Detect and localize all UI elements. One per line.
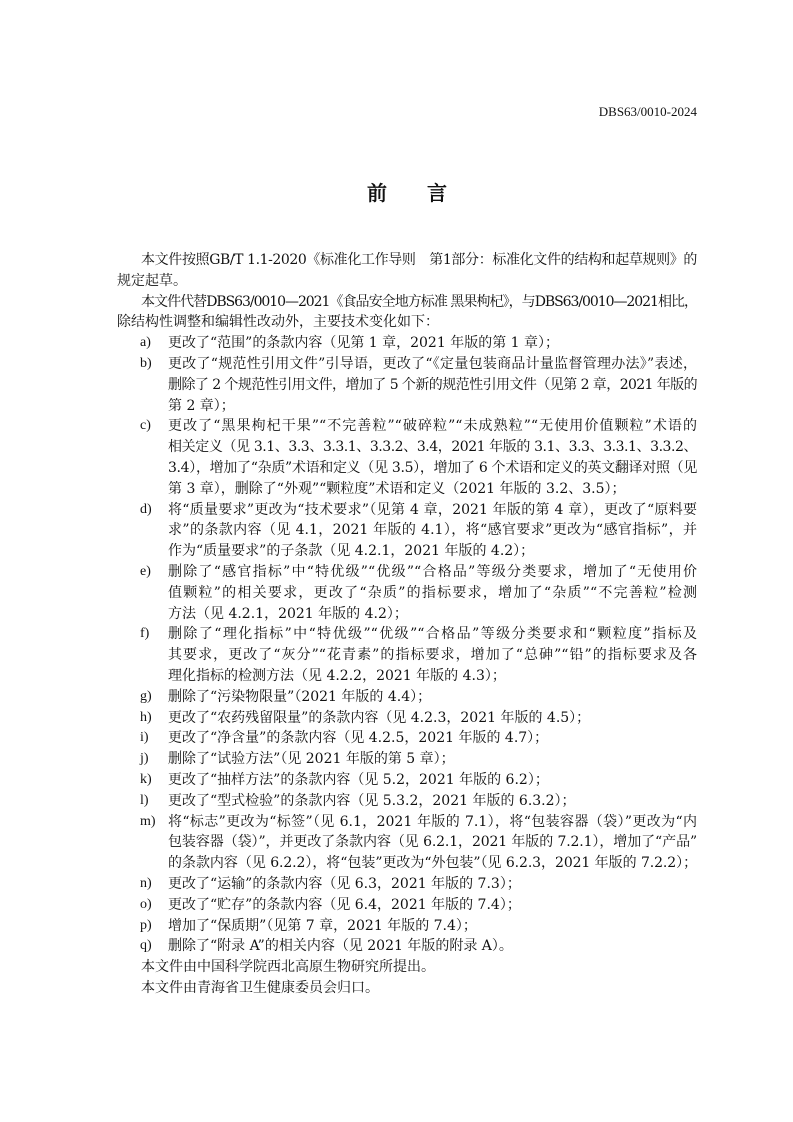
item-line: 将“质量要求”更改为“技术要求”（见第 4 章，2021 年版的第 4 章），更改了“原料要 [168,501,697,518]
change-item-d [117,500,697,562]
item-line: 更改了“净含量”的条款内容（见 4.2.5，2021 年版的 4.7）； [168,730,549,747]
item-line: 理化指标的检测方法（见 4.2.2，2021 年版的 4.3）； [168,667,506,684]
change-item-p [117,916,697,937]
item-label: p) [140,917,152,933]
intro-line: 本文件代替DBS63/0010—2021《食品安全地方标准 黑果枸杞》，与DBS63/0010—2021相比， [141,293,697,310]
item-label: d) [140,501,152,517]
item-line: 删除了“附录 A”的相关内容（见 2021 年版的附录 A）。 [168,938,513,955]
item-label: a) [140,335,151,351]
preface-body [117,250,697,999]
item-line: 相关定义（见 3.1、3.3、3.3.1、3.3.2、3.4，2021 年版的 3.1、3.3、3.3.1、3.3.2、 [168,439,697,456]
change-item-q [117,936,697,957]
item-line: 更改了“型式检验”的条款内容（见 5.3.2，2021 年版的 6.3.2）； [168,792,576,809]
item-line: 更改了“抽样方法”的条款内容（见 5.2，2021 年版的 6.2）； [168,771,549,788]
item-label: f) [140,626,150,642]
item-line: 第 2 章）； [168,397,235,414]
item-line: 更改了“运输”的条款内容（见 6.3，2021 年版的 7.3）； [168,875,521,892]
intro-line: 除结构性调整和编辑性改动外，主要技术变化如下： [117,314,439,331]
item-label: h) [140,709,152,725]
change-item-i [117,728,697,749]
change-item-g [117,687,697,708]
change-item-n [117,874,697,895]
item-line: 求”的条款内容（见 4.1，2021 年版的 4.1），将“感官要求”更改为“感官指标”，并 [168,522,697,539]
item-line: 增加了“保质期”（见第 7 章，2021 年版的 7.4）； [168,917,477,934]
item-line: 删除了“感官指标”中“特优级”“优级”“合格品”等级分类要求，增加了“无使用价 [168,563,697,580]
item-line: 更改了“贮存”的条款内容（见 6.4，2021 年版的 7.4）； [168,896,521,913]
item-line: 的条款内容（见 6.2.2），将“包装”更改为“外包装”（见 6.2.3，2021 年版的 7.2.2）； [168,855,697,872]
proposer-statement: 本文件由中国科学院西北高原生物研究所提出。 [141,959,435,976]
item-line: 删除了“理化指标”中“特优级”“优级”“合格品”等级分类要求和“颗粒度”指标及 [168,626,697,643]
item-line: 删除了 2 个规范性引用文件，增加了 5 个新的规范性引用文件（见第 2 章，2021 年版的 [168,376,697,393]
intro-paragraph-basis [117,250,697,292]
change-item-j [117,749,697,770]
item-label: n) [140,875,152,891]
change-item-c [117,416,697,499]
item-label: c) [140,418,151,434]
item-line: 更改了“规范性引用文件”引导语，更改了“《定量包装商品计量监督管理办法》”表述， [168,355,697,372]
change-item-o [117,895,697,916]
item-label: q) [140,938,152,954]
change-item-f [117,624,697,686]
item-line: 值颗粒”的相关要求，更改了“杂质”的指标要求，增加了“杂质”“不完善粒”检测 [168,584,697,601]
change-item-h [117,708,697,729]
intro-paragraph-replacement [117,292,697,334]
closing-paragraphs [117,957,697,999]
item-label: m) [140,813,156,829]
item-line: 更改了“黑果枸杞干果”“不完善粒”“破碎粒”“未成熟粒”“无使用价值颗粒”术语的 [168,418,697,435]
item-line: 作为“质量要求”的子条款（见 4.2.1，2021 年版的 4.2）； [168,543,535,560]
item-label: k) [140,771,152,787]
item-label: g) [140,688,152,704]
intro-line: 规定起草。 [117,272,187,289]
item-label: b) [140,355,152,371]
item-line: 其要求，更改了“灰分”“花青素”的指标要求，增加了“总砷”“铅”的指标要求及各 [168,647,697,664]
change-item-b [117,354,697,416]
change-item-k [117,770,697,791]
item-line: 删除了“试验方法”（见 2021 年版的第 5 章）； [168,751,455,768]
change-item-l [117,791,697,812]
item-line: 方法（见 4.2.1，2021 年版的 4.2）； [168,605,408,622]
item-line: 更改了“农药残留限量”的条款内容（见 4.2.3，2021 年版的 4.5）； [168,709,591,726]
document-code: DBS63/0010-2024 [598,104,697,119]
item-line: 3.4），增加了“杂质”术语和定义（见 3.5），增加了 6 个术语和定义的英文翻译对照（见 [168,459,697,476]
page-title: 前 言 [367,181,447,205]
item-line: 删除了“污染物限量”（2021 年版的 4.4）； [168,688,432,705]
item-label: e) [140,563,151,579]
item-label: i) [140,730,149,746]
item-label: o) [140,896,152,912]
intro-line: 本文件按照GB/T 1.1-2020《标准化工作导则 第1部分：标准化文件的结构和起草规则》的 [141,252,697,268]
administrator-statement: 本文件由青海省卫生健康委员会归口。 [141,979,379,996]
item-line: 将“标志”更改为“标签”（见 6.1，2021 年版的 7.1），将“包装容器（袋）”更改为“内 [168,813,697,830]
item-label: j) [140,751,149,767]
change-item-e [117,562,697,624]
change-item-a [117,333,697,354]
change-item-m [117,812,697,874]
item-line: 包装容器（袋）”，并更改了条款内容（见 6.2.1，2021 年版的 7.2.1），增加了“产品” [168,834,697,851]
item-line: 第 3 章），删除了“外观”“颗粒度”术语和定义（2021 年版的 3.2、3.5）； [168,480,626,497]
item-line: 更改了“范围”的条款内容（见第 1 章，2021 年版的第 1 章）； [168,335,560,352]
item-label: l) [140,792,149,808]
